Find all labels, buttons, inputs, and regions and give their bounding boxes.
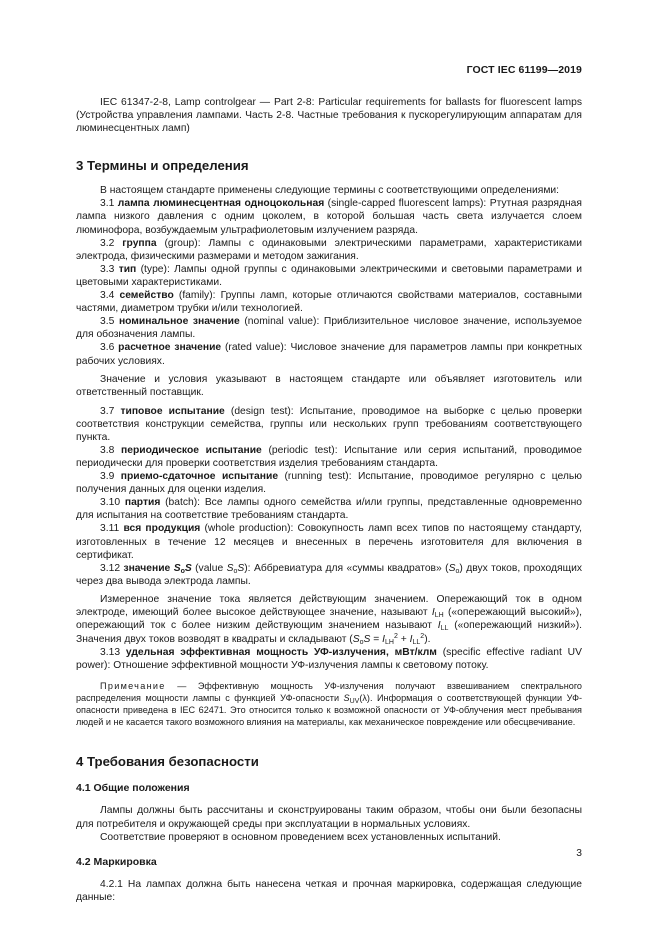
section-3-intro: В настоящем стандарте применены следующие термины с соответствующими определениями: <box>100 185 560 197</box>
section-3-title: 3 Термины и определения <box>76 158 249 174</box>
term-3-12: 3.12 значение $S_oS$ (value $S_oS$): Аббревиатура для «суммы квадратов» $(S_o)$ двух токов, проходящих через два вывода электрода лампы. <box>76 562 582 587</box>
note-3-13: Примечание — Эффективную мощность УФ-излучения получают взвешиванием спектрального распределения мощности лампы с функцией УФ-опасности $S_{UV}(\lambda)$. Информация о соответствующей функции УФ-опасности приведена в IEC 62471. Это относится только к возможной опасности от УФ-облучения мест пребывания людей и не касается такого возможного влияния на материалы, как механическое повреждение или обесцвечивание. <box>76 680 583 727</box>
reference-entry: IEC 61347-2-8, Lamp controlgear — Part 2-8: Particular requirements for ballasts for fluorescent lamps (Устройства управления лампами. Часть 2-8. Частные требования к пускорегулирующим аппаратам для люминесцентных ламп) <box>76 97 582 135</box>
term-3-6-note: Значение и условия указывают в настоящем стандарте или объявляет изготовитель или ответственный поставщик. <box>76 373 582 399</box>
term-3-8: 3.8 периодическое испытание (periodic test): Испытание или серия испытаний, проводимое периодически для проверки соответствия изделия требованиям стандарта. <box>76 444 582 469</box>
section-4-1-p2: Соответствие проверяют в основном проведением всех установленных испытаний. <box>100 831 501 843</box>
current-paragraph: Измеренное значение тока является действующим значением. Опережающий ток в одном электроде, имеющий более высокое действующее значение, называют $I_{LH}$ («опережающий высокий»), опережающий ток с более низким действующим значением называют $I_{LL}$ («опережающий низкий»). Значения двух токов возводят в квадраты и складывают $(S_oS = I_{LH}^2 + I_{LL}^2)$. <box>76 594 583 646</box>
term-3-6: 3.6 расчетное значение (rated value): Числовое значение для параметров лампы при конкретных рабочих условиях. <box>76 342 582 367</box>
term-3-2: 3.2 группа (group): Лампы с одинаковыми электрическими параметрами, характеристиками электрода, физическими размерами и методом зажигания. <box>76 237 582 262</box>
section-4-2-1: 4.2.1 На лампах должна быть нанесена четкая и прочная маркировка, содержащая следующие данные: <box>76 878 582 903</box>
term-3-10: 3.10 партия (batch): Все лампы одного семейства и/или группы, представленные одновременно для испытания на соответствие требованиям стандарта. <box>76 497 582 522</box>
section-4-1-title: 4.1 Общие положения <box>76 782 190 795</box>
term-3-9: 3.9 приемо-сдаточное испытание (running test): Испытание, проводимое регулярно с целью получения данных для оценки изделия. <box>76 471 582 496</box>
term-3-3: 3.3 тип (type): Лампы одной группы с одинаковыми электрическими и световыми параметрами и цветовыми характеристиками. <box>76 263 582 288</box>
term-3-4: 3.4 семейство (family): Группы ламп, которые отличаются свойствами материалов, составными частями, диаметром трубки и/или технологией. <box>76 290 582 315</box>
term-3-11: 3.11 вся продукция (whole production): Совокупность ламп всех типов по настоящему стандарту, изготовленных в течение 12 месяцев и внесенных в перечень изготовителя для включения в сертификат. <box>76 523 582 561</box>
term-3-13: 3.13 удельная эффективная мощность УФ-излучения, мВт/клм (specific effective radiant UV power): Отношение эффективной мощности УФ-излучения лампы к световому потоку. <box>76 646 582 671</box>
term-3-7: 3.7 типовое испытание (design test): Испытание, проводимое на выборке с целью проверки соответствия конструкции семейства, группы или нескольких групп требованиям соответствующего пункта. <box>76 405 582 443</box>
term-3-5: 3.5 номинальное значение (nominal value): Приблизительное числовое значение, используемое для обозначения лампы. <box>76 316 582 341</box>
section-4-1-p1: Лампы должны быть рассчитаны и сконструированы таким образом, чтобы они были безопасны для потребителя и окружающей среды при эксплуатации в нормальных условиях. <box>76 805 582 830</box>
page-number: 3 <box>576 848 582 859</box>
term-3-1: 3.1 лампа люминесцентная одноцокольная (single-capped fluorescent lamps): Ртутная разрядная лампа низкого давления с одним цоколем, в которой большая часть света излучается слоем люминофора, возбуждаемым ультрафиолетовым излучением разряда. <box>76 198 582 236</box>
section-4-2-title: 4.2 Маркировка <box>76 855 157 868</box>
standard-header: ГОСТ IEC 61199—2019 <box>466 64 582 76</box>
section-4-title: 4 Требования безопасности <box>76 754 259 770</box>
page-content <box>76 96 582 904</box>
